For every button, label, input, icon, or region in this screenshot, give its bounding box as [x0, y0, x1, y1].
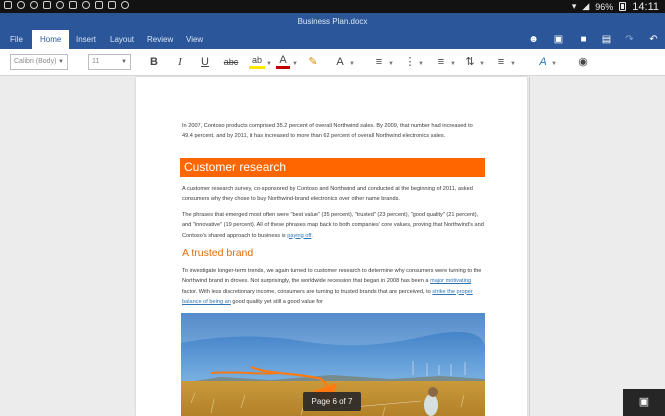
clock: 14:11 [632, 0, 659, 13]
notification-icon [121, 1, 129, 9]
chevron-down-icon[interactable]: ▼ [292, 61, 298, 67]
heading-customer-research[interactable]: Customer research [180, 158, 485, 177]
survey-paragraph[interactable]: A customer research survey, co-sponsored by Contoso and Northwind and conducted at the beginning of 2011, asked consumers why they chose to buy Northwind-brand electronics over other name brands. [182, 186, 473, 203]
chevron-down-icon[interactable]: ▼ [551, 61, 557, 67]
notification-icon [43, 1, 51, 9]
share-icon[interactable]: ■ [580, 34, 587, 45]
line-spacing-icon[interactable]: ⇅ [465, 56, 475, 68]
font-name-dropdown[interactable] [10, 54, 68, 70]
tab-insert[interactable]: Insert [76, 35, 97, 44]
notification-icon [30, 1, 38, 9]
font-size-dropdown[interactable] [88, 54, 131, 70]
tab-review[interactable]: Review [147, 35, 174, 44]
trends-end: good quality yet still a good value for [230, 298, 323, 305]
tab-layout[interactable]: Layout [110, 35, 135, 44]
chevron-down-icon: ▼ [58, 59, 64, 65]
find-icon[interactable]: ◉ [578, 56, 588, 68]
font-size-value: 11 [92, 58, 100, 65]
phrases-text: The phrases that emerged most often were "best value" (35 percent), "trusted" (23 percent), "good quality" (21 percent), and "innovative" (19 percent). All of these phrases map back to both companies' core values, proving that Northwind's and Contoso's shared approach to business is [182, 212, 484, 239]
highlight-button[interactable]: ab [249, 54, 265, 69]
notification-icon [17, 1, 25, 9]
notification-icon [82, 1, 90, 9]
underline-button[interactable]: U [201, 56, 209, 68]
wifi-icon: ▾ [571, 1, 577, 11]
notification-icon [4, 1, 12, 9]
undo-icon[interactable]: ↶ [649, 34, 658, 45]
major-motivating-link[interactable]: major motivating [430, 278, 472, 285]
keyboard-toggle-button[interactable] [623, 389, 665, 416]
chevron-down-icon[interactable]: ▼ [450, 61, 456, 67]
bold-button[interactable]: B [150, 56, 158, 68]
signal-icon: ◢ [582, 1, 590, 11]
chevron-down-icon: ▼ [121, 59, 127, 65]
strikethrough-button[interactable]: abc [223, 57, 239, 67]
clear-formatting-icon[interactable]: ✎ [308, 56, 318, 68]
bullets-icon[interactable]: ≡ [375, 56, 383, 68]
text-size-button[interactable]: A [336, 56, 344, 68]
font-color-button[interactable]: A [276, 54, 290, 69]
font-name-value: Calibri (Body) [14, 58, 57, 65]
ribbon-tabs [0, 30, 665, 49]
home-ribbon [0, 49, 665, 76]
paragraph-icon[interactable]: ≡ [497, 56, 505, 68]
numbering-icon[interactable]: ⋮ [404, 56, 416, 68]
strike-balance-link[interactable]: strike the proper balance of being an [182, 288, 473, 305]
tab-file[interactable]: File [10, 35, 23, 44]
heading-trusted-brand[interactable]: A trusted brand [182, 247, 254, 259]
phrases-paragraph[interactable] [182, 210, 485, 241]
trends-mid: factor. With less discretionary income, consumers are turning to trusted brands that are perceived, to [182, 288, 433, 295]
notification-icons [4, 1, 129, 9]
chevron-down-icon[interactable]: ▼ [349, 61, 355, 67]
chevron-down-icon[interactable]: ▼ [266, 61, 272, 67]
chevron-down-icon[interactable]: ▼ [418, 61, 424, 67]
battery-percent: 96% [595, 1, 614, 12]
notification-icon [108, 1, 116, 9]
tab-home[interactable]: Home [32, 30, 69, 49]
pane-divider [529, 77, 530, 416]
trends-text: To investigate longer-term trends, we again turned to customer research to determine why consumers were turning to the Northwind brand in droves. Not surprisingly, the worldwide recession that began in 2008 has been a [182, 268, 482, 285]
intro-paragraph[interactable]: In 2007, Contoso products comprised 35.2 percent of overall Northwind sales. By 2009, that number had increased to 49.4 percent, and by 2011, it has increased to more than 62 percent of overall Northwind electronics sales. [182, 123, 473, 140]
notification-icon [56, 1, 64, 9]
smiley-feedback-icon[interactable]: ☻ [528, 34, 539, 45]
keyboard-icon: ▣ [638, 396, 650, 408]
paying-off-link[interactable]: paying off [287, 232, 312, 239]
notification-icon [69, 1, 77, 9]
notification-icon [95, 1, 103, 9]
phrases-end: . [311, 232, 313, 239]
chevron-down-icon[interactable]: ▼ [479, 61, 485, 67]
italic-button[interactable]: I [178, 56, 182, 68]
document-title: Business Plan.docx [0, 13, 665, 30]
status-bar [0, 0, 665, 13]
align-icon[interactable]: ≡ [437, 56, 445, 68]
tab-view[interactable]: View [186, 35, 204, 44]
chevron-down-icon[interactable]: ▼ [510, 61, 516, 67]
page-indicator: Page 6 of 7 [303, 392, 361, 411]
trends-paragraph[interactable] [182, 266, 485, 307]
chevron-down-icon[interactable]: ▼ [388, 61, 394, 67]
styles-icon[interactable]: A [539, 56, 547, 68]
document-page[interactable] [136, 77, 527, 416]
redo-icon[interactable]: ↷ [625, 34, 634, 45]
save-icon[interactable]: ▣ [553, 34, 564, 45]
reading-view-icon[interactable]: ▤ [601, 34, 612, 45]
battery-icon [619, 2, 626, 11]
